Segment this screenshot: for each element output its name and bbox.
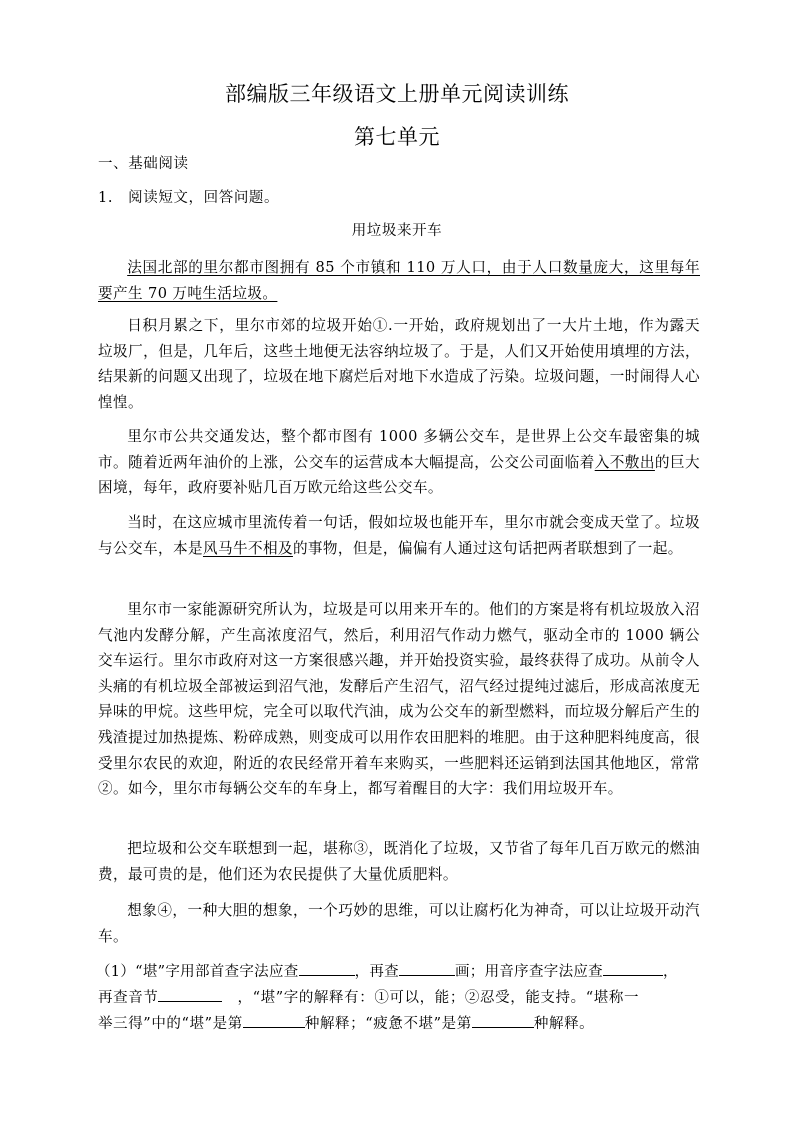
paragraph-3-idiom: 入不敷出 bbox=[594, 453, 655, 471]
answer-blank-radical[interactable] bbox=[299, 961, 355, 976]
q-text-b: ，再查 bbox=[354, 964, 399, 980]
q-text-a: （1）“堪”字用部首查字法应查 bbox=[96, 964, 299, 980]
section-heading: 一、基础阅读 bbox=[98, 156, 189, 172]
q-text-h: 种解释；“疲惫不堪”是第 bbox=[304, 1016, 472, 1032]
answer-blank-letter[interactable] bbox=[603, 961, 663, 976]
paragraph-5: 里尔市一家能源研究所认为，垃圾是可以用来开车的。他们的方案是将有机垃圾放入沼气池内发酵分解，产生高浓度沼气，然后，利用沼气作动力燃气，驱动全市的 1000 辆公交车运行。里尔市政府对这一方案很感兴趣，并开始投资实验，最终获得了成功。从前令人头痛的有机垃圾全部被运到沼气池，发酵后产生沼气，沼气经过提纯过滤后，形成高浓度无异味的甲烷。这些甲烷，完全可以取代汽油，成为公交车的新型燃料，而垃圾分解后产生的残渣提过加热提炼、粉碎成熟，则变成可以用作农田肥料的堆肥。由于这种肥料纯度高，很受里尔农民的欢迎，附近的农民经常开着车来购买，一些肥料还运销到法国其他地区，常常②。如今，里尔市每辆公交车的车身上，都写着醒目的大字：我们用垃圾开车。 bbox=[98, 601, 700, 798]
paragraph-3-text-a: 里尔市公共交通发达，整个都市图有 1000 多辆公交车，是世界上公交车最密集的城市。随着近两年油价的上涨，公交车的运营成本大幅提高，公交公司面临着 bbox=[98, 428, 700, 471]
paragraph-7: 想象④，一种大胆的想象，一个巧妙的思维，可以让腐朽化为神奇，可以让垃圾开动汽车。 bbox=[98, 902, 700, 945]
paragraph-4 bbox=[98, 510, 700, 561]
paragraph-3-text-b: 的巨大困境，每年，政府要补贴几百万欧元给这些公交车。 bbox=[98, 453, 701, 497]
unit-title: 第七单元 bbox=[354, 125, 440, 149]
answer-blank-syllable[interactable] bbox=[158, 987, 222, 1002]
answer-blank-meaning-1[interactable] bbox=[243, 1013, 305, 1028]
q-text-c: 画；用音序查字法应查 bbox=[454, 964, 603, 980]
question-1-part-1-line-3 bbox=[98, 1012, 698, 1037]
q-text-g: 举三得”中的“堪”是第 bbox=[98, 1016, 243, 1032]
answer-blank-meaning-2[interactable] bbox=[472, 1013, 534, 1028]
question-1-part-1-line-1 bbox=[96, 960, 696, 985]
q-text-e: 再查音节 bbox=[98, 990, 159, 1006]
question-1-prompt: 1. 阅读短文，回答问题。 bbox=[98, 190, 280, 206]
q-text-f: ，“堪”字的解释有：①可以，能；②忍受，能支持。“堪称一 bbox=[222, 990, 640, 1006]
question-1-part-1-line-2 bbox=[98, 986, 698, 1011]
paragraph-4-text-a: 当时，在这应城市里流传着一句话，假如垃圾也能开车，里尔市就会变成天堂了。垃圾与公交车，本是 bbox=[98, 514, 700, 557]
answer-blank-strokes[interactable] bbox=[399, 961, 455, 976]
article-title: 用垃圾来开车 bbox=[351, 223, 443, 239]
paragraph-3 bbox=[98, 424, 700, 501]
paragraph-4-idiom: 风马牛不相及 bbox=[202, 539, 293, 557]
q-text-i: 种解释。 bbox=[533, 1016, 595, 1032]
paragraph-6: 把垃圾和公交车联想到一起，堪称③，既消化了垃圾，又节省了每年几百万欧元的燃油费，最可贵的是，他们还为农民提供了大量优质肥料。 bbox=[98, 840, 700, 883]
paragraph-1 bbox=[98, 255, 700, 306]
paragraph-1-underlined: 法国北部的里尔都市图拥有 85 个市镇和 110 万人口，由于人口数量庞大，这里每年要产生 70 万吨生活垃圾。 bbox=[98, 259, 700, 302]
paragraph-2: 日积月累之下，里尔市郊的垃圾开始①.一开始，政府规划出了一大片土地，作为露天垃圾厂，但是，几年后，这些土地便无法容纳垃圾了。于是，人们又开始使用填埋的方法，结果新的问题又出现了，垃圾在地下腐烂后对地下水造成了污染。垃圾问题，一时闹得人心惶惶。 bbox=[98, 317, 700, 411]
document-title: 部编版三年级语文上册单元阅读训练 bbox=[225, 82, 569, 106]
q-text-d: ， bbox=[662, 964, 678, 980]
paragraph-4-text-b: 的事物，但是，偏偏有人通过这句话把两者联想到了一起。 bbox=[292, 539, 683, 557]
